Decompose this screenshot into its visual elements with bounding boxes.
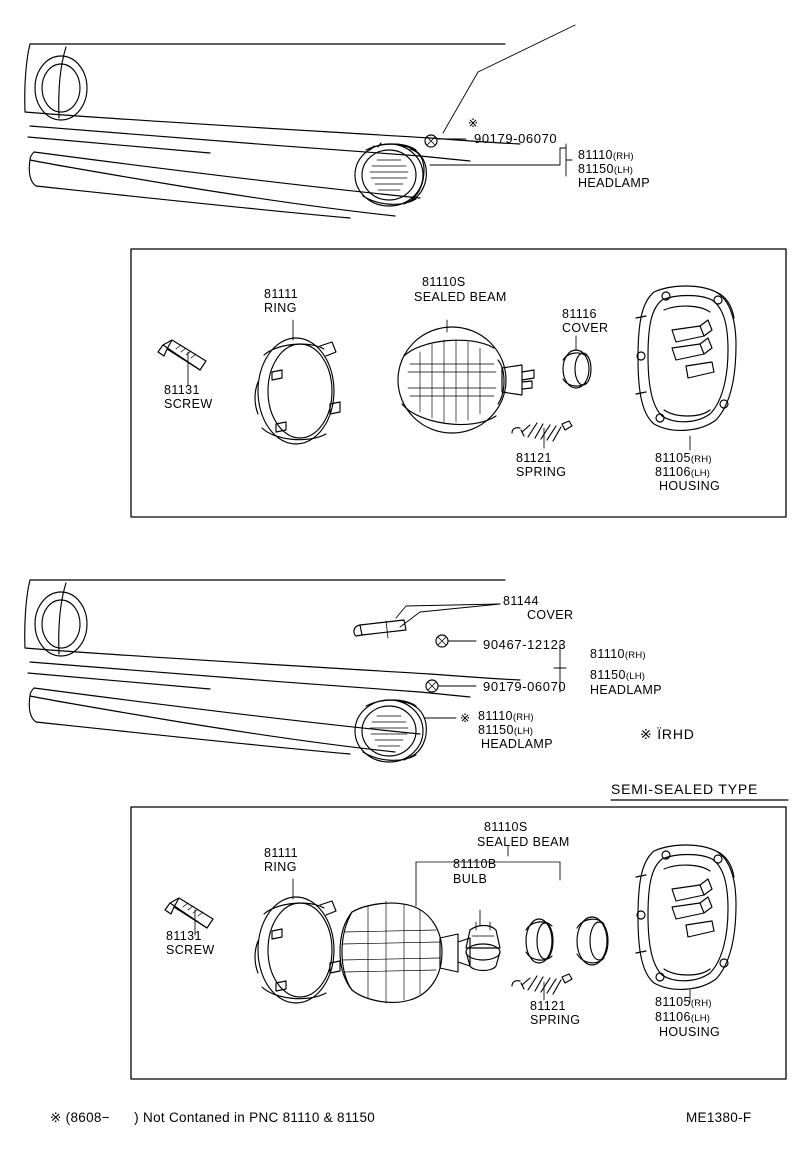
- lower-headlamp-star-rh: 81110(RH): [478, 709, 534, 723]
- upper-sealed-beam-name: SEALED BEAM: [414, 290, 507, 304]
- lower-headlamp-star-mark: ※: [460, 711, 471, 725]
- lower-housing-rh: 81105(RH): [655, 995, 712, 1009]
- lower-screw-number: 81131: [166, 929, 202, 943]
- rhd-note: ※ ÏRHD: [640, 726, 695, 742]
- upper-screw-number: 81131: [164, 383, 200, 397]
- lower-screw-part-number: 90467-12123: [483, 637, 567, 652]
- upper-ring-number: 81111: [264, 287, 298, 301]
- sheet-code: ME1380-F: [686, 1110, 752, 1125]
- upper-star-mark: ※: [468, 116, 479, 130]
- lower-spring-name: SPRING: [530, 1013, 581, 1027]
- lower-ring-number: 81111: [264, 846, 298, 860]
- upper-spring-number: 81121: [516, 451, 552, 465]
- lower-ring-name: RING: [264, 860, 297, 874]
- lower-sealed-beam-name: SEALED BEAM: [477, 835, 570, 849]
- upper-headlamp-lh: 81150(LH): [578, 162, 634, 176]
- upper-screw-name: SCREW: [164, 397, 213, 411]
- upper-housing-lh: 81106(LH): [655, 465, 711, 479]
- upper-headlamp-name: HEADLAMP: [578, 176, 650, 190]
- upper-spring-name: SPRING: [516, 465, 567, 479]
- lower-headlamp-star-name: HEADLAMP: [481, 737, 553, 751]
- lower-headlamp-name: HEADLAMP: [590, 683, 662, 697]
- upper-ring-name: RING: [264, 301, 297, 315]
- upper-bolt-part-number: 90179-06070: [474, 131, 558, 146]
- footnote-text: ※ (8608− ) Not Contaned in PNC 81110 & 81150: [50, 1110, 376, 1125]
- lower-bolt-part-number: 90179-06070: [483, 679, 567, 694]
- lower-headlamp-lh: 81150(LH): [590, 668, 646, 682]
- upper-housing-rh: 81105(RH): [655, 451, 712, 465]
- upper-cover-number: 81116: [562, 307, 597, 321]
- lower-cover-number: 81144: [503, 594, 539, 608]
- upper-sealed-beam-number: 81110S: [422, 275, 466, 289]
- upper-installed-headlamp: [355, 25, 575, 206]
- semi-sealed-type-title: SEMI-SEALED TYPE: [611, 781, 759, 797]
- lower-front-panel-illustration: [25, 580, 520, 754]
- upper-headlamp-rh: 81110(RH): [578, 148, 634, 162]
- upper-front-panel-illustration: [25, 44, 520, 218]
- upper-cover-name: COVER: [562, 321, 609, 335]
- lower-cover-name: COVER: [527, 608, 574, 622]
- lower-spring-number: 81121: [530, 999, 566, 1013]
- lower-bulb-number: 81110B: [453, 857, 497, 871]
- lower-housing-name: HOUSING: [659, 1025, 721, 1039]
- upper-box-parts: [158, 286, 736, 450]
- lower-screw-name: SCREW: [166, 943, 215, 957]
- lower-housing-lh: 81106(LH): [655, 1010, 711, 1024]
- lower-box-parts: [165, 845, 736, 1003]
- lower-headlamp-star-lh: 81150(LH): [478, 723, 534, 737]
- lower-sealed-beam-number: 81110S: [484, 820, 528, 834]
- lower-headlamp-rh: 81110(RH): [590, 647, 646, 661]
- upper-housing-name: HOUSING: [659, 479, 721, 493]
- lower-bulb-name: BULB: [453, 872, 488, 886]
